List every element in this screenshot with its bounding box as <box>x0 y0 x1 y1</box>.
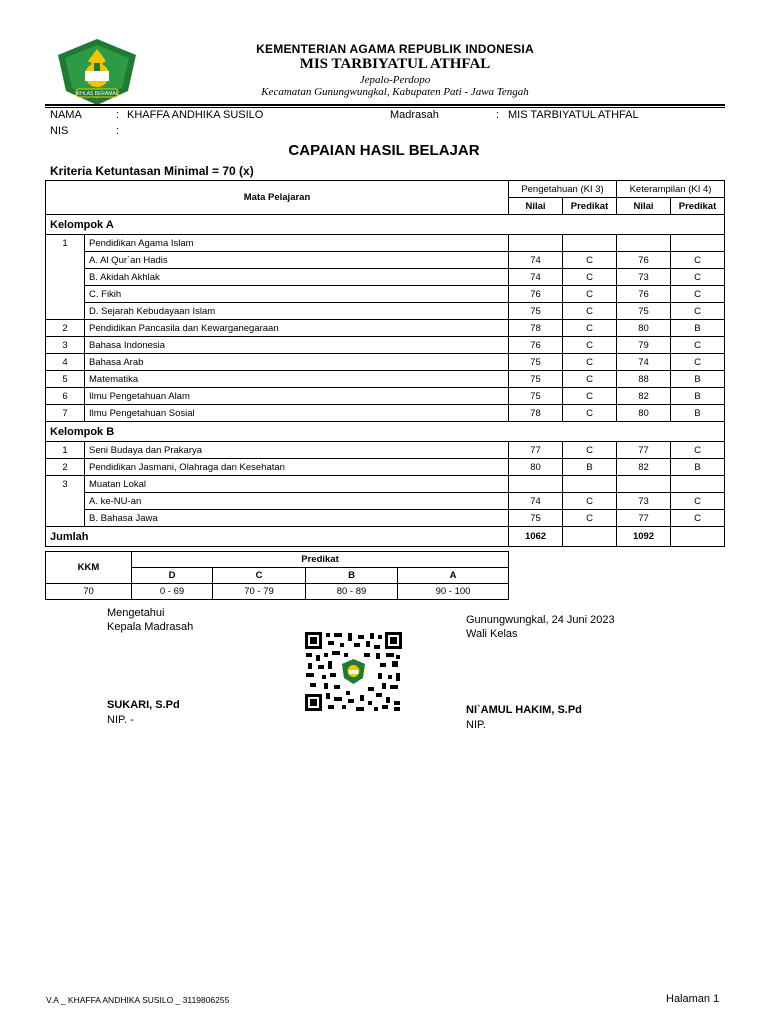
skill-score <box>617 235 671 252</box>
ministry-name: KEMENTERIAN AGAMA REPUBLIK INDONESIA <box>256 42 534 56</box>
name-label: NAMA <box>50 109 82 121</box>
knowledge-predicate: C <box>563 388 617 405</box>
minimum-criteria: Kriteria Ketuntasan Minimal = 70 (x) <box>50 164 254 178</box>
subject-name: B. Bahasa Jawa <box>85 510 509 527</box>
total-knowledge-predicate <box>563 527 617 547</box>
skill-predicate: C <box>671 442 725 459</box>
subject-name: Bahasa Arab <box>85 354 509 371</box>
skill-predicate: B <box>671 320 725 337</box>
kkm-value: 70 <box>46 584 132 600</box>
subject-name: A. Al Qur`an Hadis <box>85 252 509 269</box>
skill-score: 74 <box>617 354 671 371</box>
skill-score: 73 <box>617 493 671 510</box>
knowledge-predicate: C <box>563 354 617 371</box>
principal-name: SUKARI, S.Pd <box>107 699 180 711</box>
skill-score: 73 <box>617 269 671 286</box>
skill-score-header: Nilai <box>617 198 671 215</box>
knowledge-score: 74 <box>509 252 563 269</box>
skill-score: 79 <box>617 337 671 354</box>
skill-predicate: C <box>671 286 725 303</box>
madrasah-separator: : <box>496 109 500 121</box>
row-number <box>46 286 85 303</box>
nis-label: NIS <box>50 125 69 137</box>
skill-predicate: B <box>671 388 725 405</box>
knowledge-score: 80 <box>509 459 563 476</box>
kkm-header: KKM <box>46 552 132 584</box>
skill-header: Keterampilan (KI 4) <box>617 181 725 198</box>
skill-predicate: C <box>671 303 725 320</box>
teacher-role: Wali Kelas <box>466 628 518 640</box>
knowledge-score: 77 <box>509 442 563 459</box>
teacher-nip: NIP. <box>466 719 486 731</box>
skill-score: 82 <box>617 459 671 476</box>
principal-nip: NIP. - <box>107 714 134 726</box>
table-row <box>46 388 725 405</box>
grade-c: C <box>213 568 306 584</box>
knowledge-score: 78 <box>509 320 563 337</box>
skill-predicate <box>671 476 725 493</box>
row-number: 2 <box>46 320 85 337</box>
sign-date: Gunungwungkal, 24 Juni 2023 <box>466 614 615 626</box>
table-row <box>46 337 725 354</box>
table-row <box>46 493 725 510</box>
subject-name: C. Fikih <box>85 286 509 303</box>
knowledge-predicate: C <box>563 405 617 422</box>
subject-name: B. Akidah Akhlak <box>85 269 509 286</box>
knowledge-score: 75 <box>509 510 563 527</box>
range-d: 0 - 69 <box>132 584 213 600</box>
logo-motto: IKHLAS BERAMAL <box>75 91 119 97</box>
grade-d: D <box>132 568 213 584</box>
subject-name: Ilmu Pengetahuan Alam <box>85 388 509 405</box>
subject-name: Pendidikan Agama Islam <box>85 235 509 252</box>
acknowledge-label: Mengetahui <box>107 607 165 619</box>
grade-a: A <box>398 568 509 584</box>
range-a: 90 - 100 <box>398 584 509 600</box>
table-row <box>46 303 725 320</box>
grade-b: B <box>306 568 398 584</box>
ministry-logo <box>54 37 140 107</box>
subject-name: Matematika <box>85 371 509 388</box>
row-number: 7 <box>46 405 85 422</box>
knowledge-score: 75 <box>509 388 563 405</box>
range-c: 70 - 79 <box>213 584 306 600</box>
knowledge-score: 78 <box>509 405 563 422</box>
table-row <box>46 510 725 527</box>
qr-code <box>304 631 403 712</box>
knowledge-predicate: C <box>563 510 617 527</box>
name-separator: : <box>116 109 120 121</box>
row-number <box>46 269 85 286</box>
table-row <box>46 371 725 388</box>
range-b: 80 - 89 <box>306 584 398 600</box>
knowledge-score: 75 <box>509 303 563 320</box>
subject-header: Mata Pelajaran <box>46 181 509 215</box>
skill-predicate: C <box>671 252 725 269</box>
table-row <box>46 442 725 459</box>
subject-name: Seni Budaya dan Prakarya <box>85 442 509 459</box>
skill-score: 77 <box>617 510 671 527</box>
knowledge-predicate: C <box>563 371 617 388</box>
nis-separator: : <box>116 125 120 137</box>
knowledge-score: 75 <box>509 354 563 371</box>
subject-name: Muatan Lokal <box>85 476 509 493</box>
skill-predicate: B <box>671 405 725 422</box>
row-number <box>46 303 85 320</box>
knowledge-score: 75 <box>509 371 563 388</box>
skill-score: 76 <box>617 252 671 269</box>
knowledge-predicate: C <box>563 252 617 269</box>
row-number: 4 <box>46 354 85 371</box>
row-number <box>46 493 85 510</box>
skill-score: 80 <box>617 320 671 337</box>
row-number: 2 <box>46 459 85 476</box>
row-number: 1 <box>46 235 85 252</box>
row-number <box>46 252 85 269</box>
subject-name: Pendidikan Jasmani, Olahraga dan Kesehatan <box>85 459 509 476</box>
school-village: Jepalo-Perdopo <box>359 74 431 86</box>
table-row <box>46 286 725 303</box>
knowledge-score: 74 <box>509 493 563 510</box>
school-district: Kecamatan Gunungwungkal, Kabupaten Pati - Jawa Tengah <box>261 86 529 98</box>
skill-predicate-header: Predikat <box>671 198 725 215</box>
teacher-name: NI`AMUL HAKIM, S.Pd <box>466 704 582 716</box>
total-knowledge: 1062 <box>509 527 563 547</box>
skill-predicate: C <box>671 510 725 527</box>
knowledge-header: Pengetahuan (KI 3) <box>509 181 617 198</box>
page-title: CAPAIAN HASIL BELAJAR <box>288 142 480 159</box>
skill-score <box>617 476 671 493</box>
kkm-table <box>45 551 509 600</box>
knowledge-score: 74 <box>509 269 563 286</box>
knowledge-predicate: C <box>563 493 617 510</box>
skill-predicate <box>671 235 725 252</box>
row-number: 1 <box>46 442 85 459</box>
subject-name: Pendidikan Pancasila dan Kewarganegaraan <box>85 320 509 337</box>
subject-name: Ilmu Pengetahuan Sosial <box>85 405 509 422</box>
skill-predicate: B <box>671 459 725 476</box>
subject-name: D. Sejarah Kebudayaan Islam <box>85 303 509 320</box>
total-skill-predicate <box>671 527 725 547</box>
header-divider-thin <box>45 107 725 108</box>
skill-predicate: B <box>671 371 725 388</box>
table-row <box>46 252 725 269</box>
knowledge-predicate: C <box>563 320 617 337</box>
knowledge-score-header: Nilai <box>509 198 563 215</box>
skill-score: 88 <box>617 371 671 388</box>
skill-predicate: C <box>671 269 725 286</box>
knowledge-predicate: C <box>563 442 617 459</box>
group-a-label: Kelompok A <box>46 215 725 235</box>
knowledge-predicate: C <box>563 303 617 320</box>
predikat-header: Predikat <box>132 552 509 568</box>
page-number: Halaman 1 <box>666 993 720 1005</box>
table-row <box>46 405 725 422</box>
row-number: 6 <box>46 388 85 405</box>
skill-score: 75 <box>617 303 671 320</box>
knowledge-score: 76 <box>509 286 563 303</box>
knowledge-score <box>509 235 563 252</box>
row-number: 3 <box>46 337 85 354</box>
knowledge-predicate: C <box>563 269 617 286</box>
group-b-label: Kelompok B <box>46 422 725 442</box>
knowledge-predicate <box>563 235 617 252</box>
table-row <box>46 320 725 337</box>
subject-name: Bahasa Indonesia <box>85 337 509 354</box>
subject-name: A. ke-NU-an <box>85 493 509 510</box>
skill-predicate: C <box>671 354 725 371</box>
table-row <box>46 459 725 476</box>
total-skill: 1092 <box>617 527 671 547</box>
header-divider <box>45 104 725 106</box>
table-row <box>46 269 725 286</box>
row-number: 5 <box>46 371 85 388</box>
footer-document-id: V.A _ KHAFFA ANDHIKA SUSILO _ 3119806255 <box>46 995 230 1005</box>
skill-score: 80 <box>617 405 671 422</box>
knowledge-predicate: B <box>563 459 617 476</box>
total-label: Jumlah <box>46 527 509 547</box>
skill-predicate: C <box>671 337 725 354</box>
table-row <box>46 235 725 252</box>
madrasah-label: Madrasah <box>390 109 439 121</box>
total-row <box>46 527 725 547</box>
knowledge-score <box>509 476 563 493</box>
knowledge-predicate: C <box>563 286 617 303</box>
student-name: KHAFFA ANDHIKA SUSILO <box>127 109 264 121</box>
principal-role: Kepala Madrasah <box>107 621 194 633</box>
skill-score: 77 <box>617 442 671 459</box>
row-number <box>46 510 85 527</box>
knowledge-predicate <box>563 476 617 493</box>
table-row <box>46 476 725 493</box>
grades-table <box>45 180 725 547</box>
row-number: 3 <box>46 476 85 493</box>
knowledge-predicate-header: Predikat <box>563 198 617 215</box>
skill-score: 82 <box>617 388 671 405</box>
madrasah-name: MIS TARBIYATUL ATHFAL <box>508 109 639 121</box>
school-name: MIS TARBIYATUL ATHFAL <box>299 56 491 72</box>
table-row <box>46 354 725 371</box>
knowledge-predicate: C <box>563 337 617 354</box>
skill-predicate: C <box>671 493 725 510</box>
knowledge-score: 76 <box>509 337 563 354</box>
skill-score: 76 <box>617 286 671 303</box>
